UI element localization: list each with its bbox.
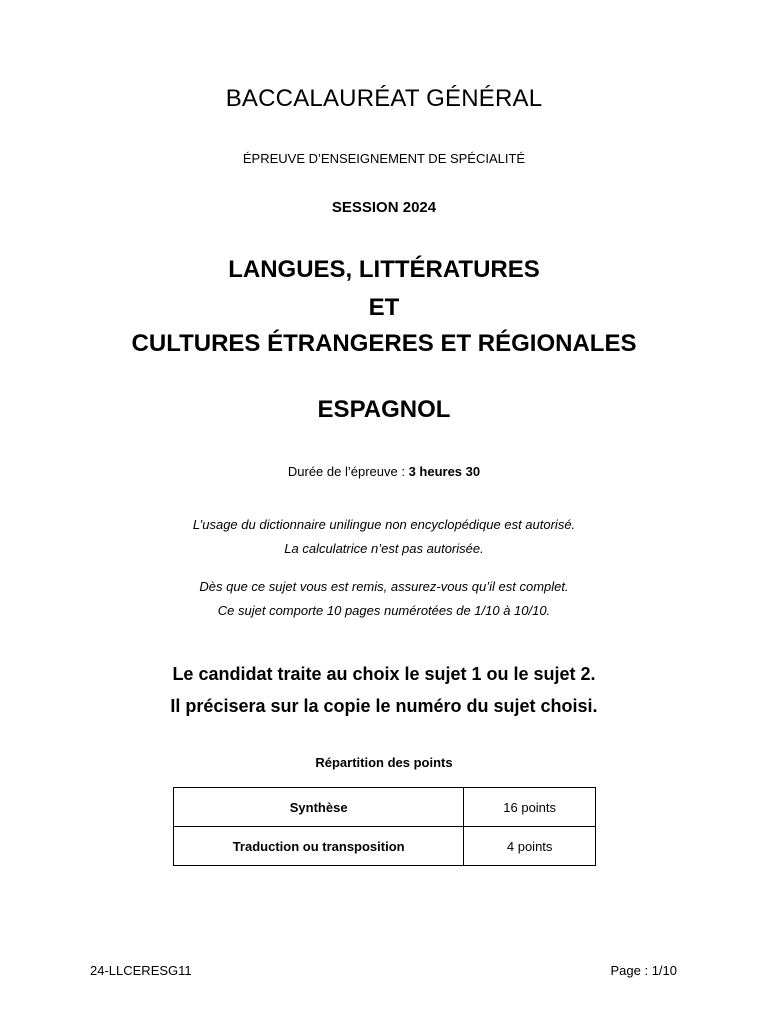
exam-duration [0, 464, 768, 479]
session-label: SESSION 2024 [331, 199, 437, 216]
subject-line-3: CULTURES ÉTRANGERES ET RÉGIONALES [131, 330, 637, 357]
duration-value: 3 heures 30 [408, 464, 481, 479]
points-table [173, 787, 596, 866]
subject-line-2: ET [368, 294, 400, 321]
points-row-label: Synthèse [174, 788, 464, 827]
subject-line-1: LANGUES, LITTÉRATURES [228, 256, 540, 283]
footer-page-number: Page : 1/10 [610, 963, 677, 978]
completeness-instruction: Dès que ce sujet vous est remis, assurez-vous qu’il est complet. [199, 579, 569, 594]
dictionary-instruction: L’usage du dictionnaire unilingue non encyclopédique est autorisé. [192, 517, 576, 532]
points-row-value: 16 points [464, 788, 596, 827]
footer-exam-code: 24-LLCERESG11 [90, 963, 192, 978]
points-table-title: Répartition des points [315, 755, 453, 770]
exam-subtitle: ÉPREUVE D’ENSEIGNEMENT DE SPÉCIALITÉ [242, 151, 526, 166]
points-row-value: 4 points [464, 827, 596, 866]
choice-instruction-1: Le candidat traite au choix le sujet 1 ou le sujet 2. [172, 664, 596, 684]
points-row-label: Traduction ou transposition [174, 827, 464, 866]
language-title: ESPAGNOL [317, 396, 451, 423]
exam-title: BACCALAURÉAT GÉNÉRAL [225, 85, 543, 112]
table-row [174, 788, 596, 827]
table-row [174, 827, 596, 866]
calculator-instruction: La calculatrice n’est pas autorisée. [284, 541, 484, 556]
choice-instruction-2: Il précisera sur la copie le numéro du sujet choisi. [170, 696, 598, 716]
duration-label: Durée de l’épreuve : [287, 464, 409, 479]
page-count-instruction: Ce sujet comporte 10 pages numérotées de 1/10 à 10/10. [217, 603, 551, 618]
